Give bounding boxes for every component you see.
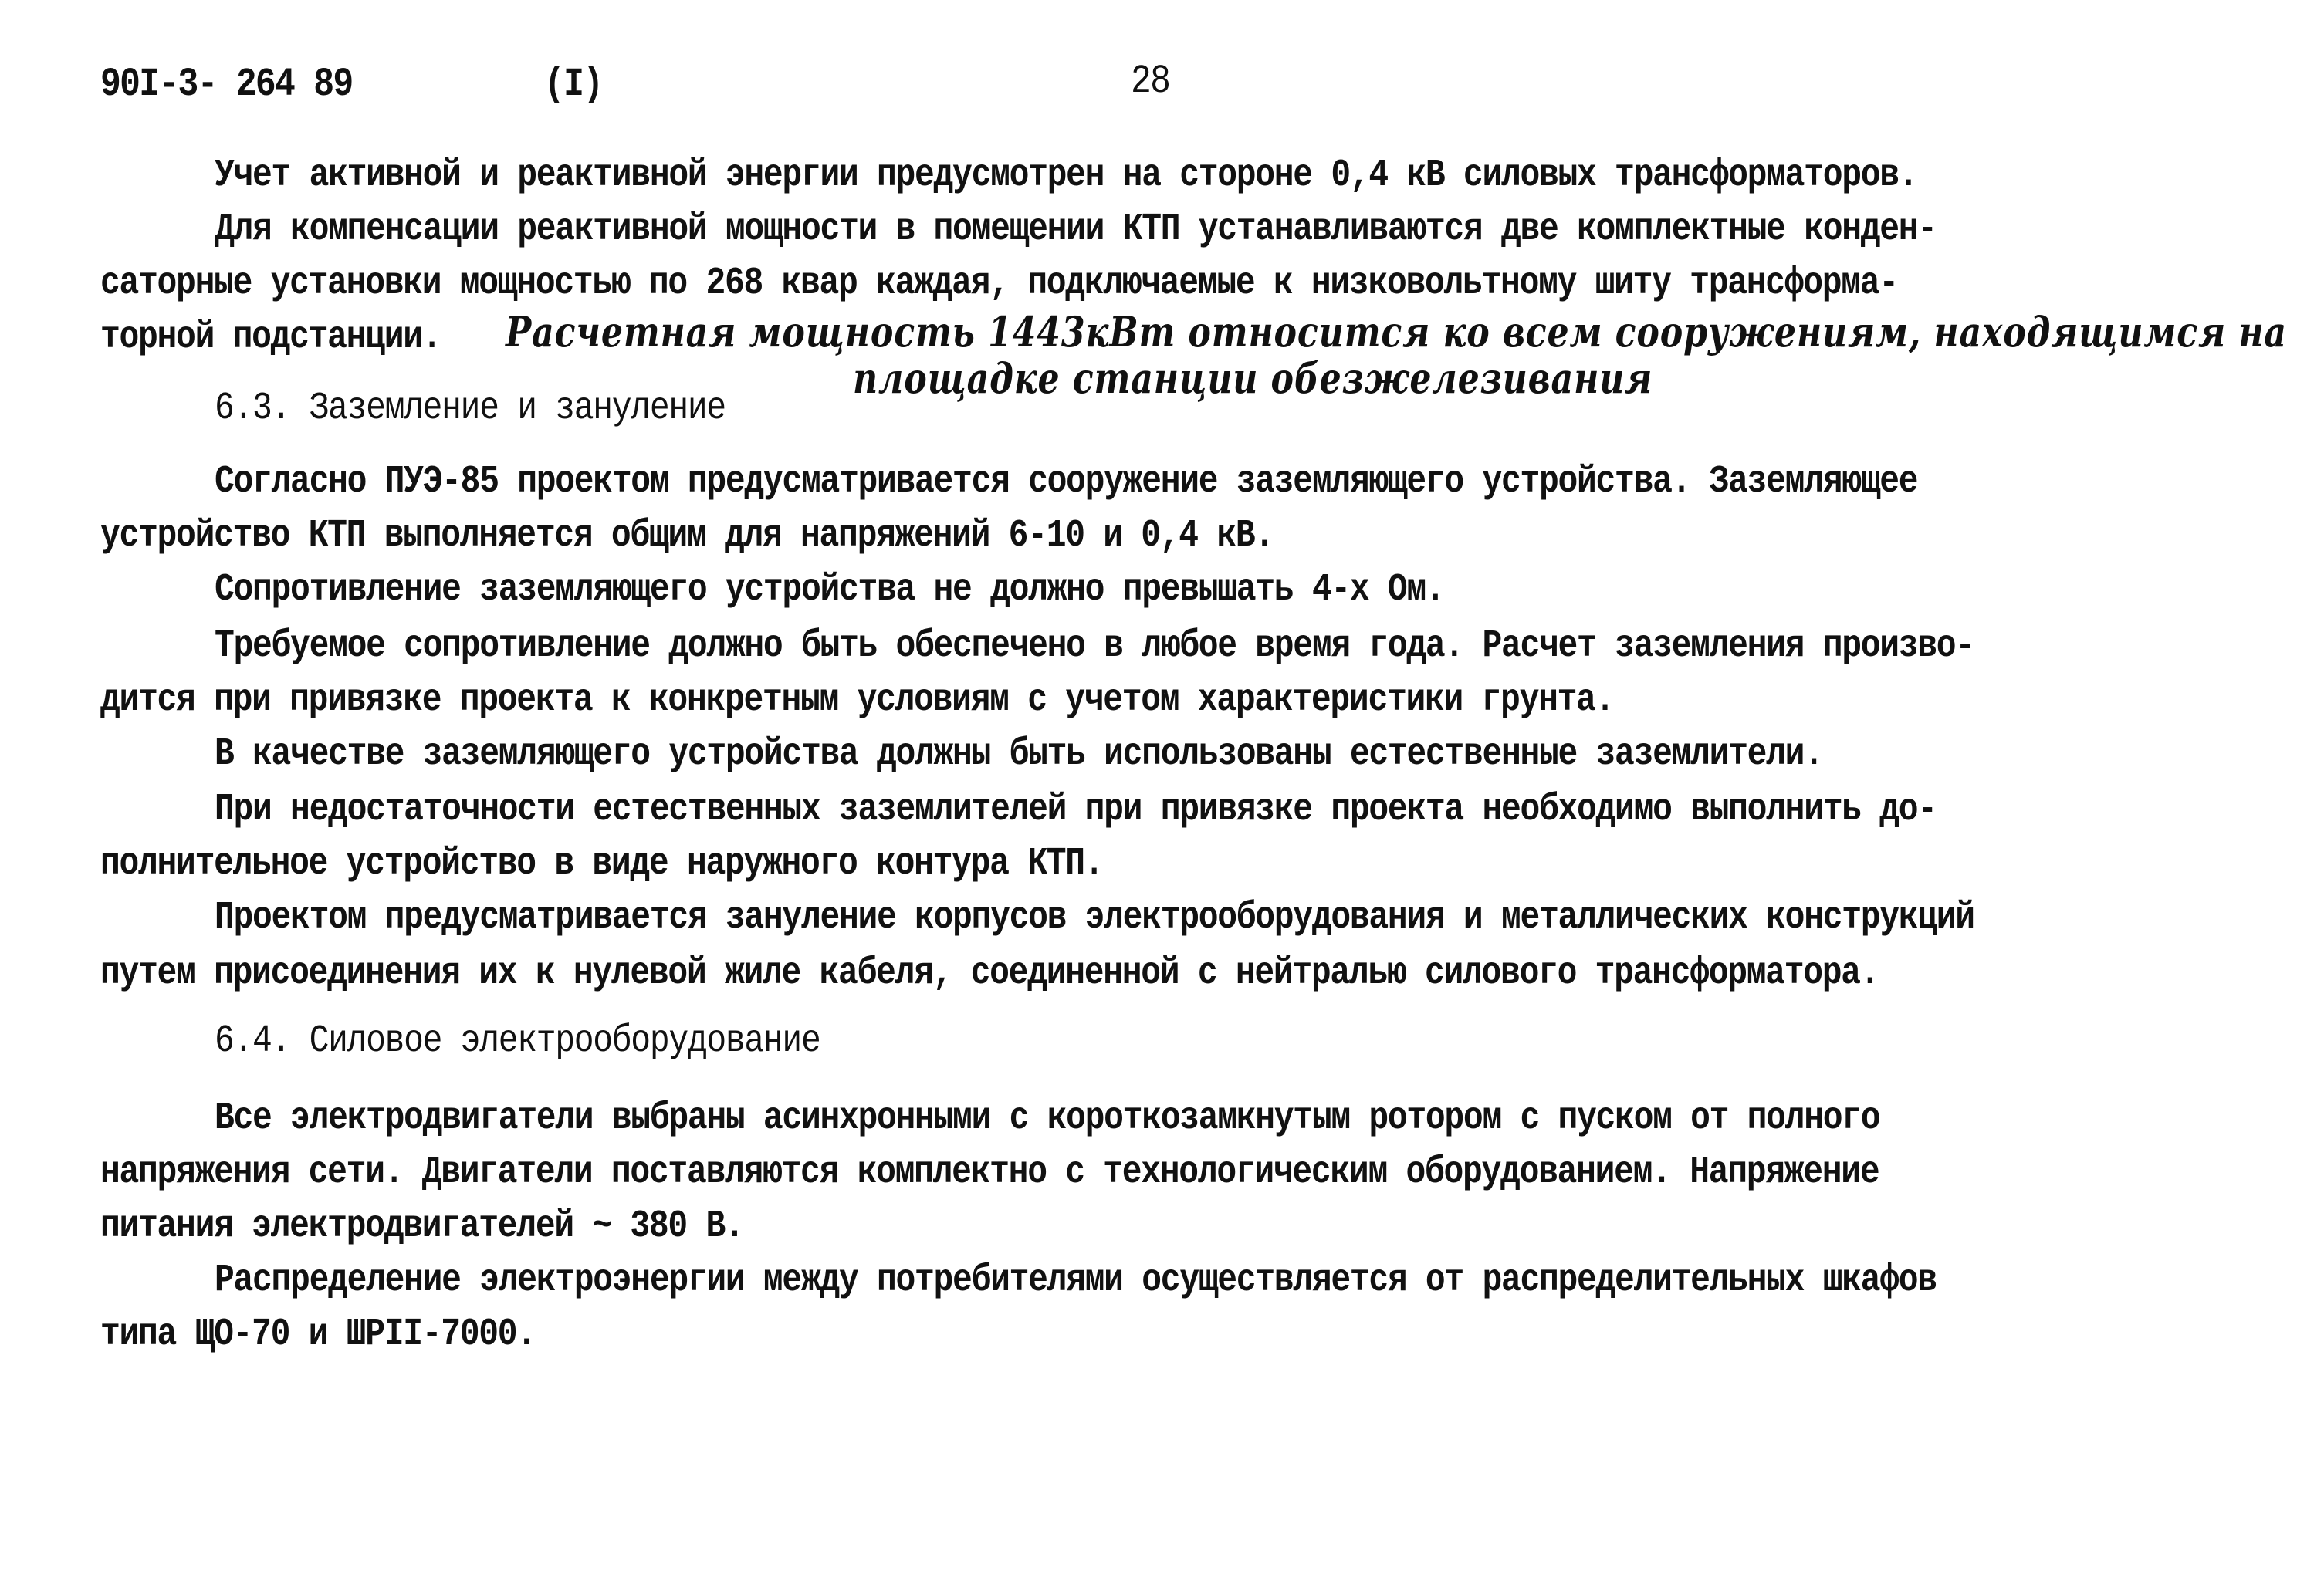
section-heading-6-3: 6.3. Заземление и зануление	[215, 387, 726, 431]
paragraph-line: Все электродвигатели выбраны асинхронными с короткозамкнутым ротором с пуском от полного	[215, 1097, 1880, 1140]
paragraph-line: дится при привязке проекта к конкретным условиям с учетом характеристики грунта.	[100, 678, 1615, 722]
paragraph-line: путем присоединения их к нулевой жиле кабеля, соединенной с нейтралью силового трансформатора.	[100, 951, 1879, 995]
paragraph-line: Учет активной и реактивной энергии предусмотрен на стороне 0,4 кВ силовых трансформаторов.	[215, 154, 1918, 198]
paragraph-line: Для компенсации реактивной мощности в помещении КТП устанавливаются две комплектные конден-	[215, 208, 1937, 252]
handwritten-note-line-1: Расчетная мощность 1443кВт относится ко всем сооружениям, находящимся на	[506, 307, 2287, 357]
paragraph-line: устройство КТП выполняется общим для напряжений 6-10 и 0,4 кВ.	[100, 514, 1274, 558]
paragraph-line: торной подстанции.	[100, 316, 441, 360]
paragraph-line: Проектом предусматривается зануление корпусов электрооборудования и металлических конструкций	[215, 896, 1974, 940]
paragraph-line: Сопротивление заземляющего устройства не должно превышать 4-х Ом.	[215, 568, 1445, 612]
section-heading-6-4: 6.4. Силовое электрооборудование	[215, 1019, 820, 1063]
paragraph-line: Распределение электроэнергии между потребителями осуществляется от распределительных шкафов	[215, 1259, 1937, 1303]
paragraph-line: типа ЩО-70 и ШРII-7000.	[100, 1313, 536, 1357]
document-code: 90I-3- 264 89	[100, 62, 353, 107]
page-number: 28	[1131, 59, 1170, 104]
paragraph-line: Требуемое сопротивление должно быть обеспечено в любое время года. Расчет заземления произво-	[215, 624, 1974, 668]
paragraph-line: Согласно ПУЭ-85 проектом предусматривается сооружение заземляющего устройства. Заземляющее	[215, 460, 1918, 504]
paragraph-line: В качестве заземляющего устройства должны быть использованы естественные заземлители.	[215, 732, 1823, 776]
paragraph-line: полнительное устройство в виде наружного контура КТП.	[100, 842, 1104, 886]
handwritten-note-line-2: площадке станции обезжелезивания	[853, 353, 1653, 403]
paragraph-line: питания электродвигателей ~ 380 В.	[100, 1205, 744, 1249]
paragraph-line: При недостаточности естественных заземлителей при привязке проекта необходимо выполнить до-	[215, 788, 1937, 832]
paragraph-line: саторные установки мощностью по 268 квар каждая, подключаемые к низковольтному шиту трансформа-	[100, 262, 1898, 306]
document-part: (I)	[544, 62, 603, 107]
paragraph-line: напряжения сети. Двигатели поставляются комплектно с технологическим оборудованием. Напряжение	[100, 1151, 1879, 1195]
